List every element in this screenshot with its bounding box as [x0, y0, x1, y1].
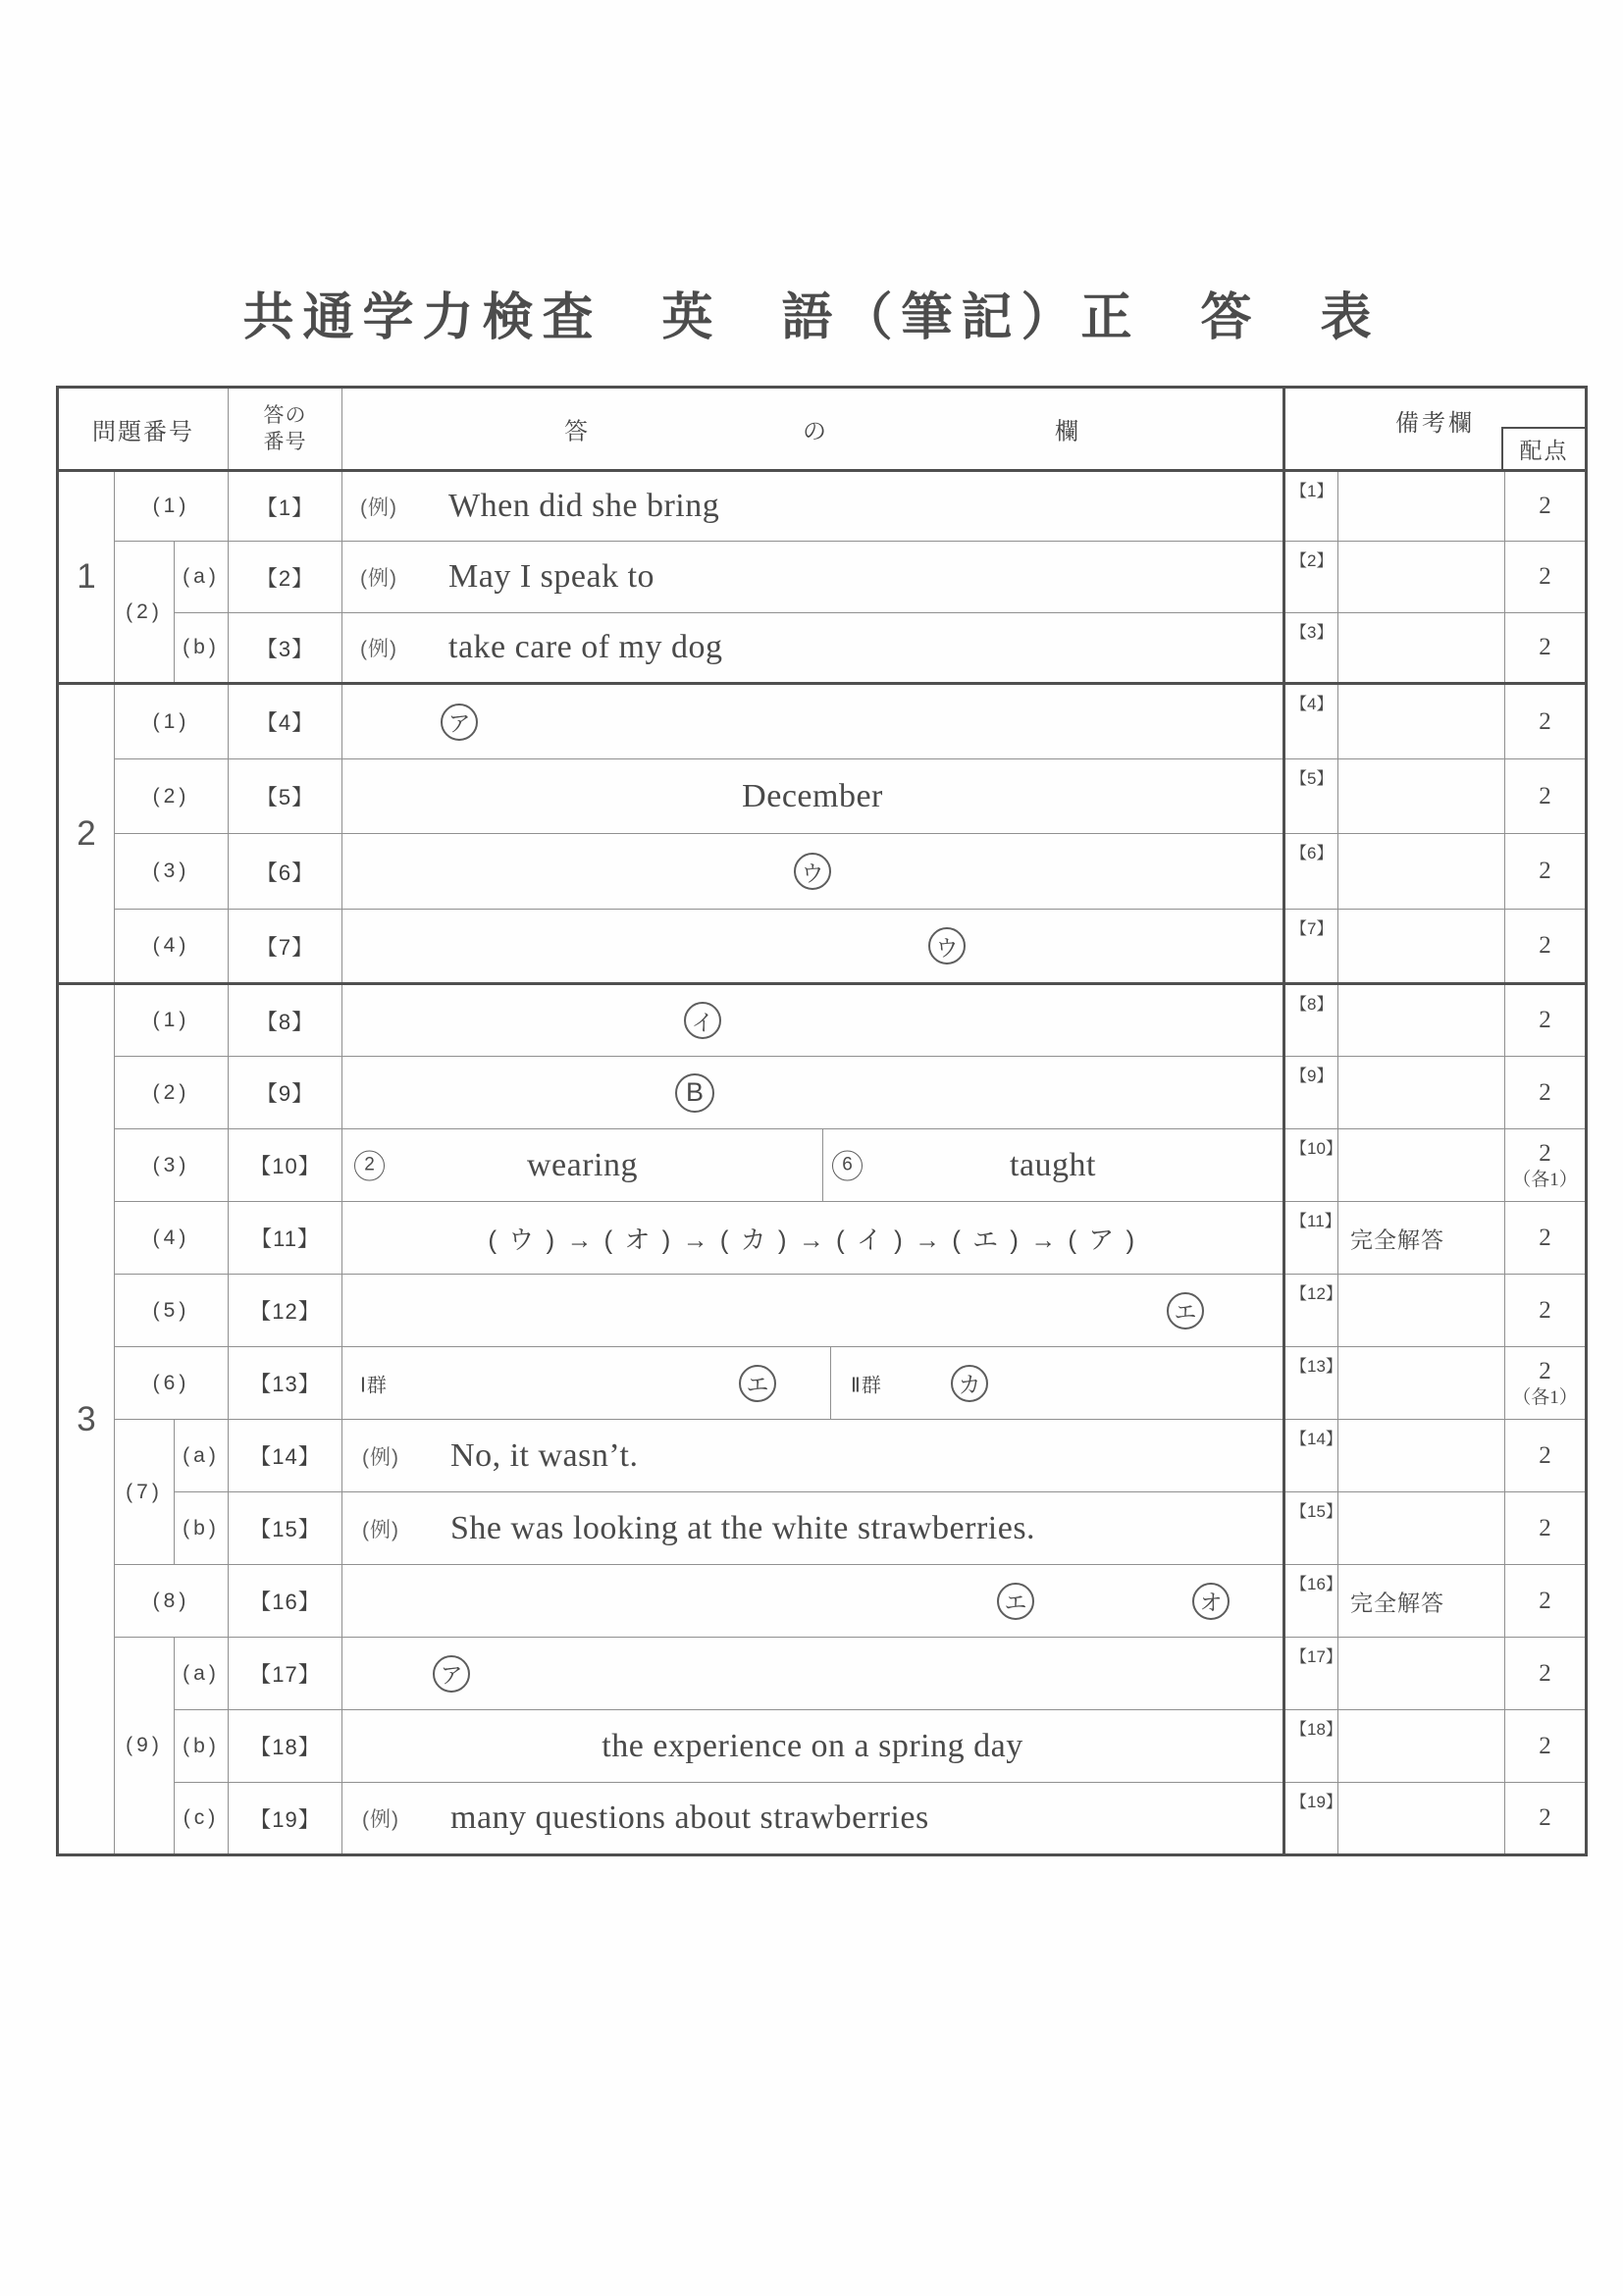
example-tag: (例): [362, 1808, 400, 1831]
answer-cell: [342, 1638, 1284, 1710]
header-remarks: [1284, 388, 1587, 471]
sub-question-label: (a): [175, 1420, 229, 1492]
answer-number: 【9】: [229, 1057, 342, 1129]
circled-number: 2: [354, 1150, 385, 1180]
ref-number-cell: [1284, 1565, 1342, 1638]
ref-number: 【12】: [1290, 1284, 1342, 1303]
answer-cell: [342, 984, 1284, 1057]
ref-number: 【18】: [1290, 1720, 1342, 1739]
header-answer-column-box: [342, 389, 1283, 469]
points-cell: 2: [1505, 984, 1587, 1057]
header-answer-no-line2: 番号: [263, 431, 307, 453]
answer-cell: [342, 1057, 1284, 1129]
question-label: (9): [115, 1638, 175, 1855]
ref-number-cell: [1284, 1492, 1342, 1565]
ref-number: 【15】: [1290, 1502, 1342, 1521]
answer-word: wearing: [527, 1146, 639, 1183]
question-label: (8): [115, 1565, 229, 1638]
answer-number: 【12】: [229, 1275, 342, 1347]
page-title: 共通学力検査 英 語（筆記）正 答 表: [242, 289, 1381, 346]
circled-choice: ア: [441, 704, 478, 741]
answer-number: 【15】: [229, 1492, 342, 1565]
ref-number: 【2】: [1290, 551, 1334, 570]
answer-text: When did she bring: [448, 488, 720, 524]
question-label: (1): [115, 984, 229, 1057]
points-cell: 2: [1505, 1202, 1587, 1275]
ref-number: 【9】: [1290, 1067, 1334, 1085]
ref-number: 【6】: [1290, 844, 1334, 862]
points-cell: 2: [1505, 1638, 1587, 1710]
group-1-part: [342, 1347, 831, 1419]
header-question-no: 問題番号: [58, 388, 229, 471]
question-label: (3): [115, 834, 229, 910]
question-label: (6): [115, 1347, 229, 1420]
header-answer-char-2: の: [803, 418, 827, 445]
answer-cell: [342, 1565, 1284, 1638]
remark-cell: [1338, 1638, 1505, 1710]
answer-cell: [342, 1202, 1284, 1275]
question-label: (3): [115, 1129, 229, 1202]
points-cell: 2: [1505, 834, 1587, 910]
circled-choice: B: [675, 1073, 714, 1113]
blank-6-part: [823, 1129, 1283, 1201]
answer-sequence: ( ウ ) → ( オ ) → ( カ ) → ( イ ) → ( エ ) → ( ア ): [488, 1225, 1137, 1254]
section-number-2: 2: [58, 684, 115, 984]
answer-text: No, it wasn’t.: [450, 1436, 639, 1474]
remark-cell: [1338, 1420, 1505, 1492]
circled-choice: イ: [684, 1002, 721, 1039]
points-cell: 2: [1505, 1710, 1587, 1783]
answer-cell: [342, 759, 1284, 834]
remark-cell: [1338, 759, 1505, 834]
ref-number-cell: [1284, 759, 1338, 834]
points-sub-note: （各1）: [1512, 1169, 1578, 1190]
header-points-label: 配点: [1501, 427, 1585, 469]
ref-number-cell: [1284, 1057, 1338, 1129]
ref-number-cell: [1284, 613, 1338, 684]
ref-number-cell: [1284, 910, 1338, 984]
answer-number: 【18】: [229, 1710, 342, 1783]
ref-number: 【8】: [1290, 995, 1334, 1014]
answer-text: the experience on a spring day: [602, 1727, 1023, 1764]
remark-cell: [1338, 1710, 1505, 1783]
answer-text: many questions about strawberries: [450, 1800, 929, 1836]
question-label: (7): [115, 1420, 175, 1565]
ref-number-cell: [1284, 984, 1338, 1057]
group-1-label: Ⅰ群: [360, 1375, 388, 1396]
section-number-1: 1: [58, 471, 115, 684]
ref-number: 【5】: [1290, 769, 1334, 788]
question-label: (4): [115, 910, 229, 984]
remark-cell: [1338, 1129, 1505, 1202]
remark-cell: [1338, 1347, 1505, 1420]
answer-number: 【10】: [229, 1129, 342, 1202]
circled-choice: ウ: [794, 853, 831, 890]
remark-cell: [1338, 834, 1505, 910]
answer-number: 【14】: [229, 1420, 342, 1492]
answer-number: 【4】: [229, 684, 342, 759]
circled-choice: カ: [951, 1365, 988, 1402]
ref-number-cell: [1284, 1710, 1342, 1783]
remark-cell: [1338, 1275, 1505, 1347]
ref-number: 【1】: [1290, 482, 1334, 500]
question-label: (1): [115, 471, 229, 542]
example-tag: (例): [360, 638, 398, 660]
answer-table: [56, 386, 1588, 1856]
remark-cell: [1338, 1492, 1505, 1565]
answer-number: 【8】: [229, 984, 342, 1057]
ref-number: 【11】: [1290, 1212, 1341, 1230]
points-sub-note: （各1）: [1512, 1386, 1578, 1408]
header-answer-no-line1: 答の: [263, 404, 307, 427]
answer-number: 【19】: [229, 1783, 342, 1855]
circled-choice: ア: [433, 1655, 470, 1693]
ref-number-cell: [1284, 1129, 1342, 1202]
answer-number: 【6】: [229, 834, 342, 910]
ref-number-cell: [1284, 1275, 1342, 1347]
answer-cell: [342, 684, 1284, 759]
answer-cell: [342, 542, 1284, 613]
remark-cell: [1338, 471, 1505, 542]
points-cell: [1505, 1347, 1587, 1420]
points-cell: 2: [1505, 613, 1587, 684]
question-label: (4): [115, 1202, 229, 1275]
answer-number: 【11】: [229, 1202, 342, 1275]
example-tag: (例): [360, 496, 398, 519]
ref-number-cell: [1284, 471, 1338, 542]
circled-number: 6: [832, 1150, 863, 1180]
answer-cell: [342, 1492, 1284, 1565]
header-answer-char-3: 欄: [1055, 418, 1079, 445]
circled-choice: エ: [1167, 1292, 1204, 1330]
remark-cell: [1338, 1057, 1505, 1129]
ref-number-cell: [1284, 684, 1338, 759]
answer-number: 【5】: [229, 759, 342, 834]
answer-number: 【3】: [229, 613, 342, 684]
circled-choice: エ: [739, 1365, 776, 1402]
circled-choice: ウ: [928, 927, 966, 965]
answer-cell: [342, 1129, 1284, 1202]
answer-cell: [342, 910, 1284, 984]
example-tag: (例): [362, 1445, 400, 1469]
ref-number-cell: [1284, 834, 1338, 910]
question-label: (2): [115, 542, 175, 684]
answer-text: May I speak to: [448, 558, 655, 595]
sub-question-label: (c): [175, 1783, 229, 1855]
remark-cell: [1338, 613, 1505, 684]
answer-text: She was looking at the white strawberries.: [450, 1509, 1036, 1546]
section-number-3: 3: [58, 984, 115, 1855]
ref-number: 【16】: [1290, 1575, 1342, 1593]
answer-cell: [342, 1420, 1284, 1492]
answer-number: 【13】: [229, 1347, 342, 1420]
points-value: 2: [1539, 1139, 1551, 1167]
answer-number: 【2】: [229, 542, 342, 613]
question-label: (2): [115, 1057, 229, 1129]
points-cell: 2: [1505, 1783, 1587, 1855]
ref-number: 【3】: [1290, 623, 1334, 642]
sub-question-label: (a): [175, 1638, 229, 1710]
answer-number: 【1】: [229, 471, 342, 542]
answer-number: 【17】: [229, 1638, 342, 1710]
answer-number: 【7】: [229, 910, 342, 984]
ref-number: 【19】: [1290, 1793, 1342, 1811]
ref-number-cell: [1284, 1420, 1342, 1492]
ref-number: 【4】: [1290, 695, 1334, 713]
sub-question-label: (b): [175, 1710, 229, 1783]
sub-question-label: (b): [175, 1492, 229, 1565]
remark-cell: [1338, 1565, 1505, 1638]
points-cell: 2: [1505, 1420, 1587, 1492]
remark-cell: [1338, 542, 1505, 613]
points-cell: 2: [1505, 1057, 1587, 1129]
remark-text: 完全解答: [1350, 1590, 1445, 1615]
points-cell: 2: [1505, 1565, 1587, 1638]
points-cell: 2: [1505, 542, 1587, 613]
remark-cell: [1338, 984, 1505, 1057]
header-answer-no: [229, 388, 342, 471]
question-label: (2): [115, 759, 229, 834]
points-cell: 2: [1505, 910, 1587, 984]
header-remarks-label: 備考欄: [1395, 410, 1476, 437]
points-cell: 2: [1505, 684, 1587, 759]
header-answer-column: [342, 388, 1284, 471]
remark-cell: [1338, 1202, 1505, 1275]
points-cell: 2: [1505, 1275, 1587, 1347]
answer-number: 【16】: [229, 1565, 342, 1638]
remark-cell: [1338, 1783, 1505, 1855]
answer-cell: [342, 1347, 1284, 1420]
answer-text: December: [742, 777, 883, 814]
remark-cell: [1338, 684, 1505, 759]
ref-number: 【10】: [1290, 1139, 1342, 1158]
ref-number: 【7】: [1290, 919, 1334, 938]
group-2-label: Ⅱ群: [851, 1375, 882, 1396]
ref-number-cell: [1284, 1638, 1342, 1710]
answer-cell: [342, 1710, 1284, 1783]
circled-choice: エ: [997, 1583, 1034, 1620]
answer-word: taught: [1010, 1146, 1096, 1183]
answer-cell: [342, 834, 1284, 910]
points-cell: 2: [1505, 759, 1587, 834]
points-cell: 2: [1505, 471, 1587, 542]
ref-number: 【14】: [1290, 1430, 1342, 1448]
sub-question-label: (b): [175, 613, 229, 684]
header-answer-char-1: 答: [564, 418, 589, 445]
answer-cell: [342, 471, 1284, 542]
points-value: 2: [1539, 1357, 1551, 1384]
question-label: (1): [115, 684, 229, 759]
answer-cell: [342, 1783, 1284, 1855]
answer-cell: [342, 1275, 1284, 1347]
answer-cell: [342, 613, 1284, 684]
sub-question-label: (a): [175, 542, 229, 613]
points-cell: 2: [1505, 1492, 1587, 1565]
ref-number-cell: [1284, 542, 1338, 613]
blank-2-part: [342, 1129, 823, 1201]
ref-number: 【13】: [1290, 1357, 1342, 1376]
answer-text: take care of my dog: [448, 629, 723, 665]
ref-number: 【17】: [1290, 1647, 1342, 1666]
circled-choice: オ: [1192, 1583, 1230, 1620]
remark-cell: [1338, 910, 1505, 984]
points-cell: [1505, 1129, 1587, 1202]
remark-text: 完全解答: [1350, 1226, 1445, 1252]
example-tag: (例): [362, 1518, 400, 1541]
ref-number-cell: [1284, 1202, 1341, 1275]
ref-number-cell: [1284, 1783, 1342, 1855]
question-label: (5): [115, 1275, 229, 1347]
group-2-part: [831, 1347, 1283, 1419]
ref-number-cell: [1284, 1347, 1342, 1420]
example-tag: (例): [360, 567, 398, 590]
